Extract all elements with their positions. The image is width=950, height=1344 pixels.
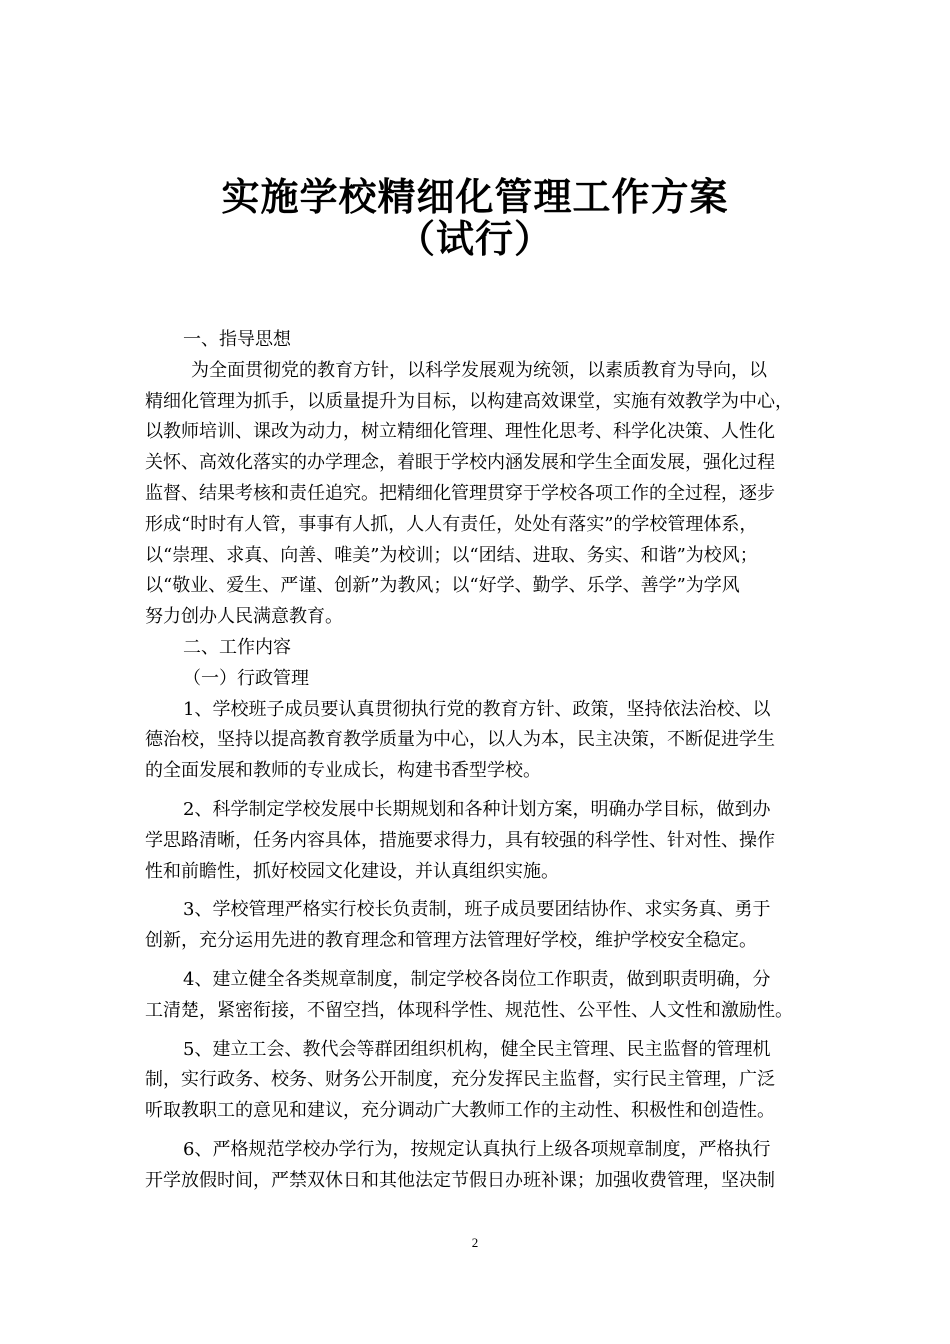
- body-line: 3、学校管理严格实行校长负责制，班子成员要团结协作、求实务真、勇于: [183, 899, 771, 921]
- section-heading-work-content: 二、工作内容: [183, 636, 291, 658]
- paragraph-gap: [145, 1127, 835, 1135]
- page-number: 2: [471, 1235, 479, 1250]
- body-line: 监督、结果考核和责任追究。把精细化管理贯穿于学校各项工作的全过程，逐步: [145, 482, 775, 504]
- body-line: 1、学校班子成员要认真贯彻执行党的教育方针、政策，坚持依法治校、以: [183, 698, 771, 720]
- document-title: 实施学校精细化管理工作方案: [221, 175, 729, 219]
- body-line: 以“崇理、求真、向善、唯美”为校训；以“团结、进取、务实、和谐”为校风；: [145, 544, 758, 566]
- body-line: 精细化管理为抓手，以质量提升为目标，以构建高效课堂，实施有效教学为中心，: [145, 390, 793, 412]
- body-line: 创新，充分运用先进的教育理念和管理方法管理好学校，维护学校安全稳定。: [145, 930, 757, 952]
- paragraph-gap: [145, 787, 835, 795]
- body-line: 以“敬业、爱生、严谨、创新”为教风；以“好学、勤学、乐学、善学”为学风: [145, 575, 740, 597]
- subsection-heading-administration: （一）行政管理: [183, 667, 309, 689]
- body-line: 形成“时时有人管，事事有人抓，人人有责任，处处有落实”的学校管理体系，: [145, 513, 758, 535]
- body-line: 学思路清晰，任务内容具体，措施要求得力，具有较强的科学性、针对性、操作: [145, 829, 775, 851]
- paragraph-gap: [145, 1027, 835, 1035]
- body-line: 开学放假时间，严禁双休日和其他法定节假日办班补课；加强收费管理，坚决制: [145, 1169, 775, 1191]
- body-line: 以教师培训、课改为动力，树立精细化管理、理性化思考、科学化决策、人性化: [145, 421, 775, 443]
- document-subtitle: （试行）: [396, 217, 553, 261]
- body-line: 制，实行政务、校务、财务公开制度，充分发挥民主监督，实行民主管理，广泛: [145, 1069, 775, 1091]
- body-line: 工清楚，紧密衔接，不留空挡，体现科学性、规范性、公平性、人文性和激励性。: [145, 999, 793, 1021]
- body-line: 6、严格规范学校办学行为，按规定认真执行上级各项规章制度，严格执行: [183, 1138, 771, 1160]
- body-line: 性和前瞻性，抓好校园文化建设，并认真组织实施。: [145, 860, 559, 882]
- body-line: 为全面贯彻党的教育方针，以科学发展观为统领，以素质教育为导向，以: [191, 359, 767, 381]
- body-line: 4、建立健全各类规章制度，制定学校各岗位工作职责，做到职责明确，分: [183, 968, 771, 990]
- body-line: 听取教职工的意见和建议，充分调动广大教师工作的主动性、积极性和创造性。: [145, 1100, 775, 1122]
- body-line: 德治校，坚持以提高教育教学质量为中心，以人为本，民主决策，不断促进学生: [145, 729, 775, 751]
- body-line: 5、建立工会、教代会等群团组织机构，健全民主管理、民主监督的管理机: [183, 1038, 771, 1060]
- body-line: 努力创办人民满意教育。: [145, 606, 343, 628]
- section-heading-guiding-ideology: 一、指导思想: [183, 329, 291, 350]
- body-line: 2、科学制定学校发展中长期规划和各种计划方案，明确办学目标，做到办: [183, 798, 771, 820]
- body-line: 关怀、高效化落实的办学理念，着眼于学校内涵发展和学生全面发展，强化过程: [145, 452, 775, 474]
- paragraph-gap: [145, 957, 835, 965]
- paragraph-gap: [145, 887, 835, 895]
- body-line: 的全面发展和教师的专业成长，构建书香型学校。: [145, 760, 541, 782]
- document-body: [145, 325, 835, 1197]
